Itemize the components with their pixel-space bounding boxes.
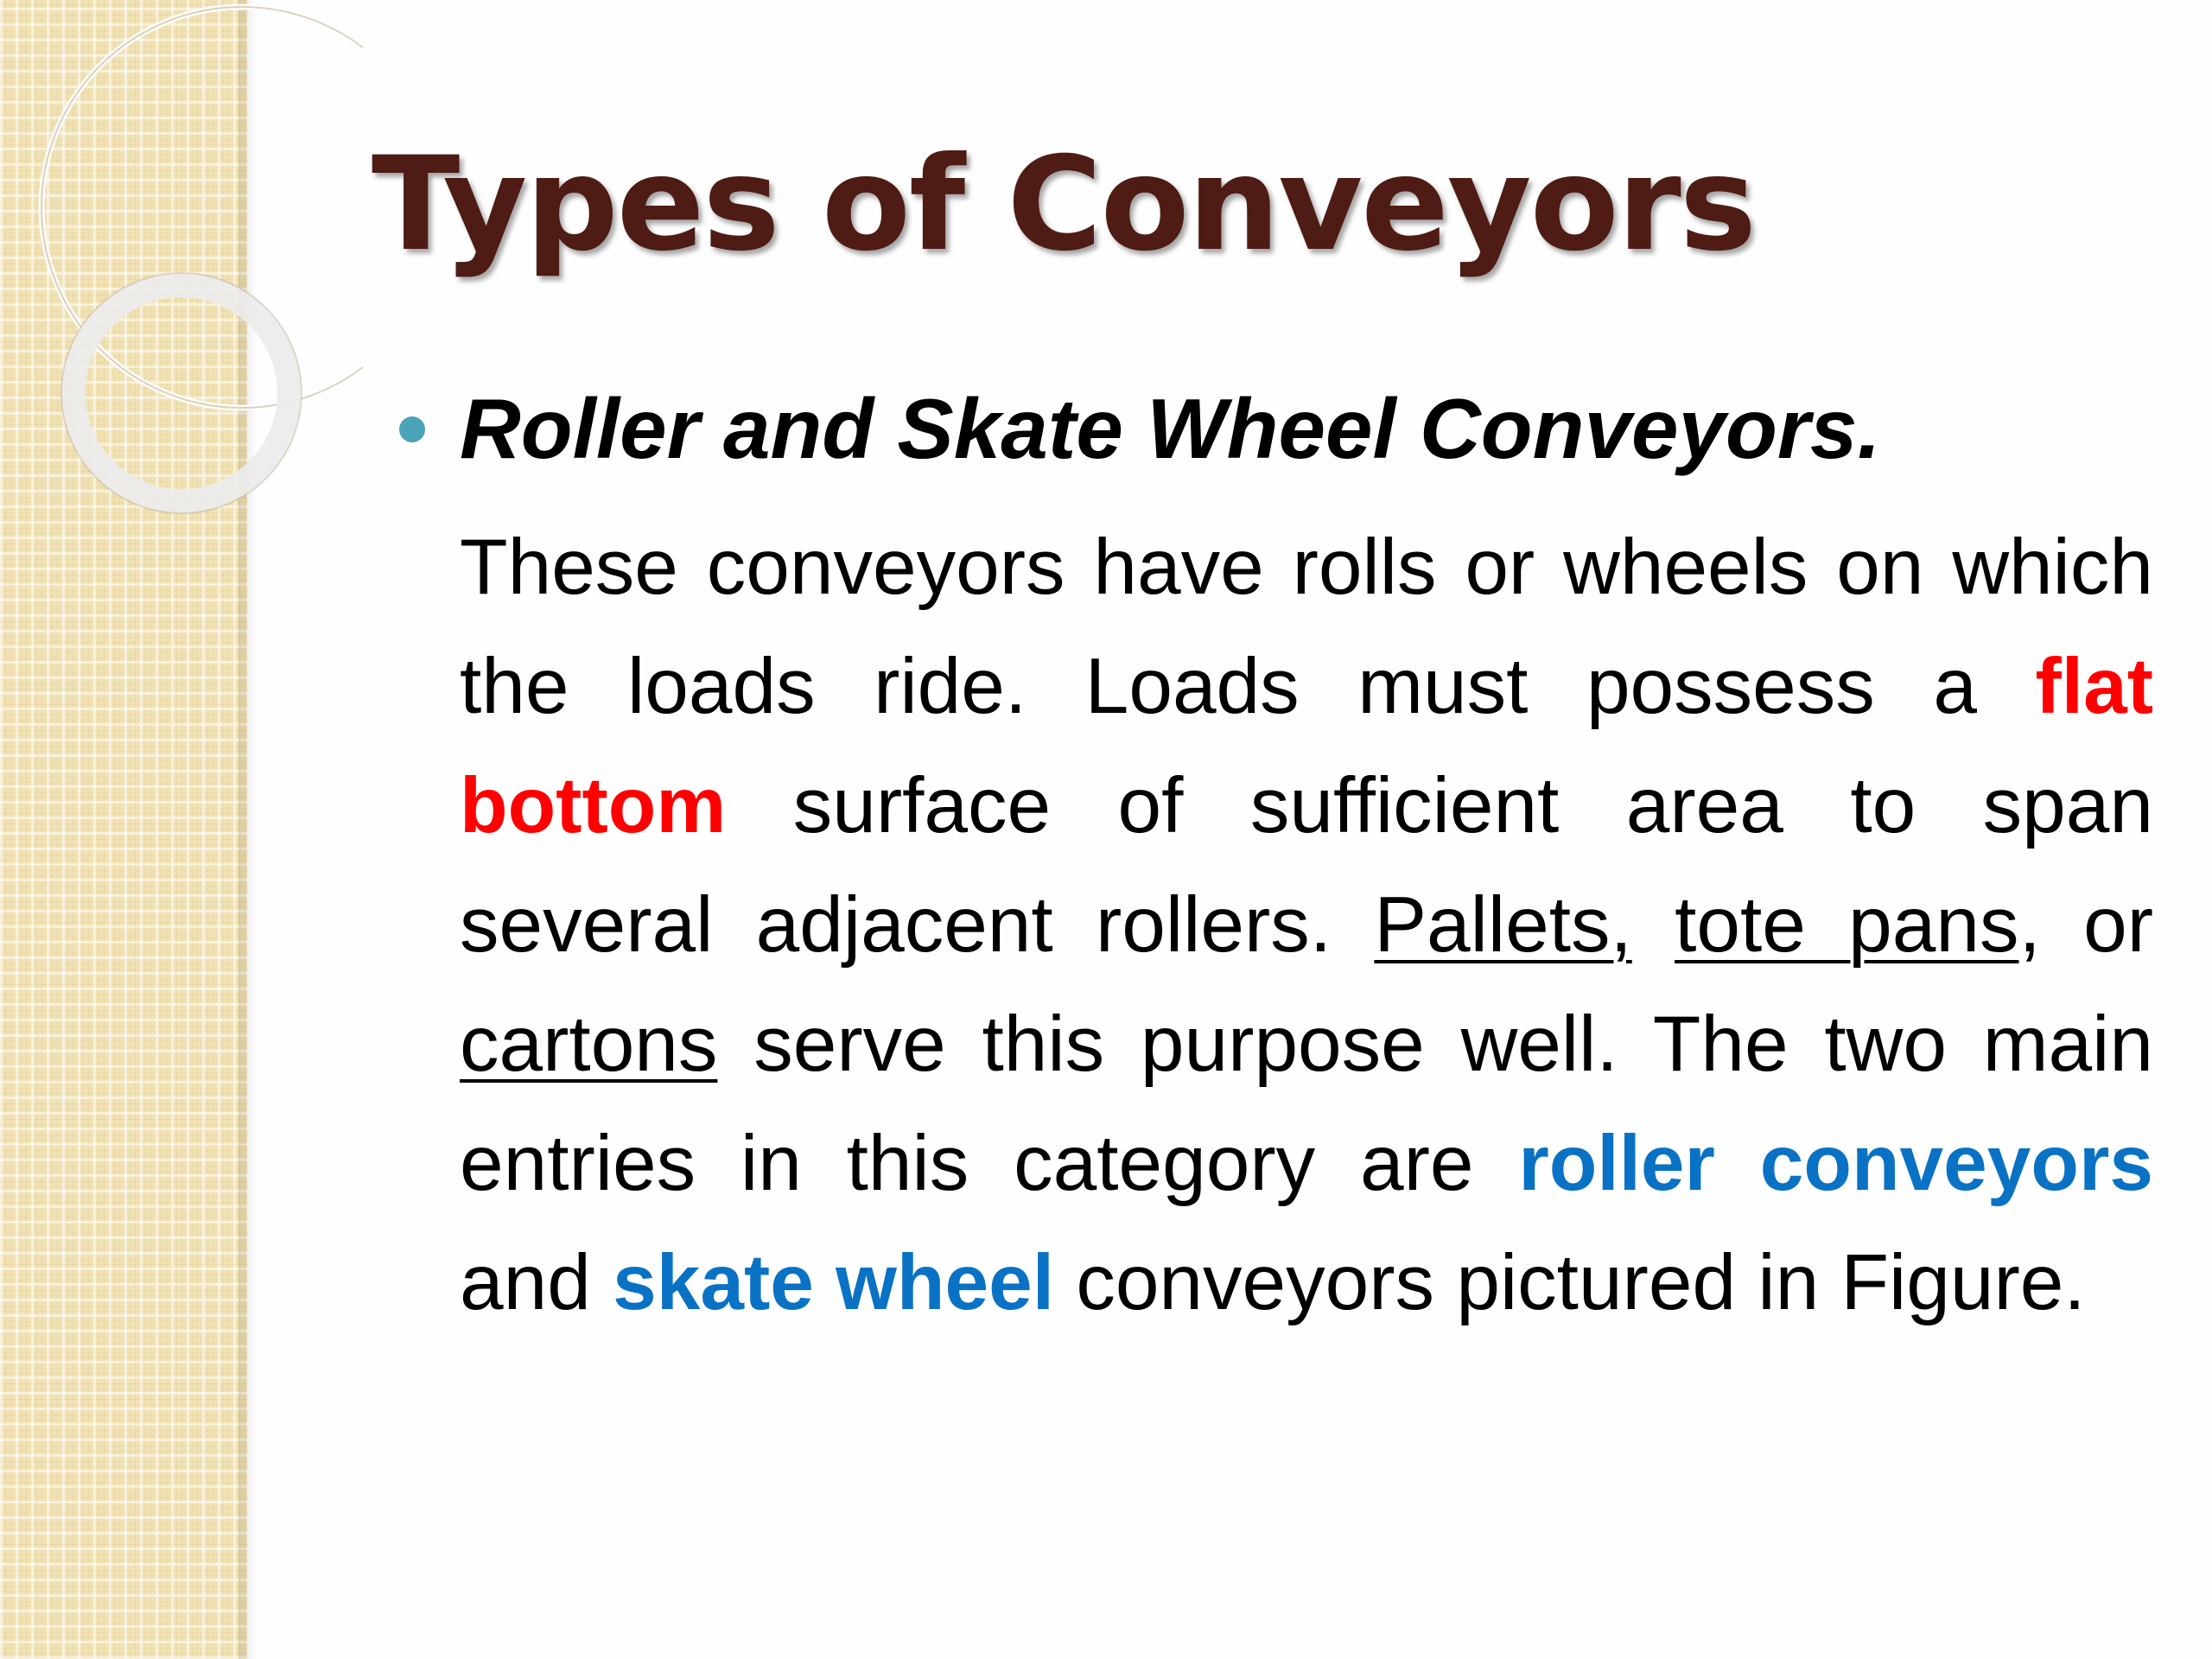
tote-pans-term: tote pans	[1675, 881, 2019, 969]
bullet-heading: Roller and Skate Wheel Conveyors.	[460, 381, 1881, 476]
flat-bottom-highlight: flat bottom	[460, 643, 2153, 849]
body-text-4: , or	[2018, 881, 2153, 969]
body-text-7: conveyors pictured in Figure.	[1054, 1239, 2086, 1326]
pallets-term: Pallets,	[1374, 881, 1632, 969]
decorative-rings	[0, 0, 363, 605]
skate-wheel-highlight: skate wheel	[613, 1239, 1055, 1326]
slide-title: Types of Conveyors	[372, 130, 1755, 280]
cartons-term: cartons	[460, 1001, 718, 1088]
small-ring	[73, 285, 289, 501]
body-paragraph	[460, 508, 2153, 1343]
bullet-dot-icon	[399, 416, 425, 442]
body-text-6: and	[460, 1239, 613, 1326]
body-text-5: serve this purpose well. The two main entries in this category are	[460, 1001, 2153, 1207]
bullet-item	[399, 380, 1881, 478]
body-text-1: These conveyors have rolls or wheels on which the loads ride. Loads must possess a	[460, 524, 2153, 730]
body-text-2: surface of sufficient area to span several adjacent rollers.	[460, 762, 2153, 969]
body-text-3	[1632, 881, 1675, 969]
roller-conveyors-highlight: roller conveyors	[1518, 1120, 2153, 1207]
